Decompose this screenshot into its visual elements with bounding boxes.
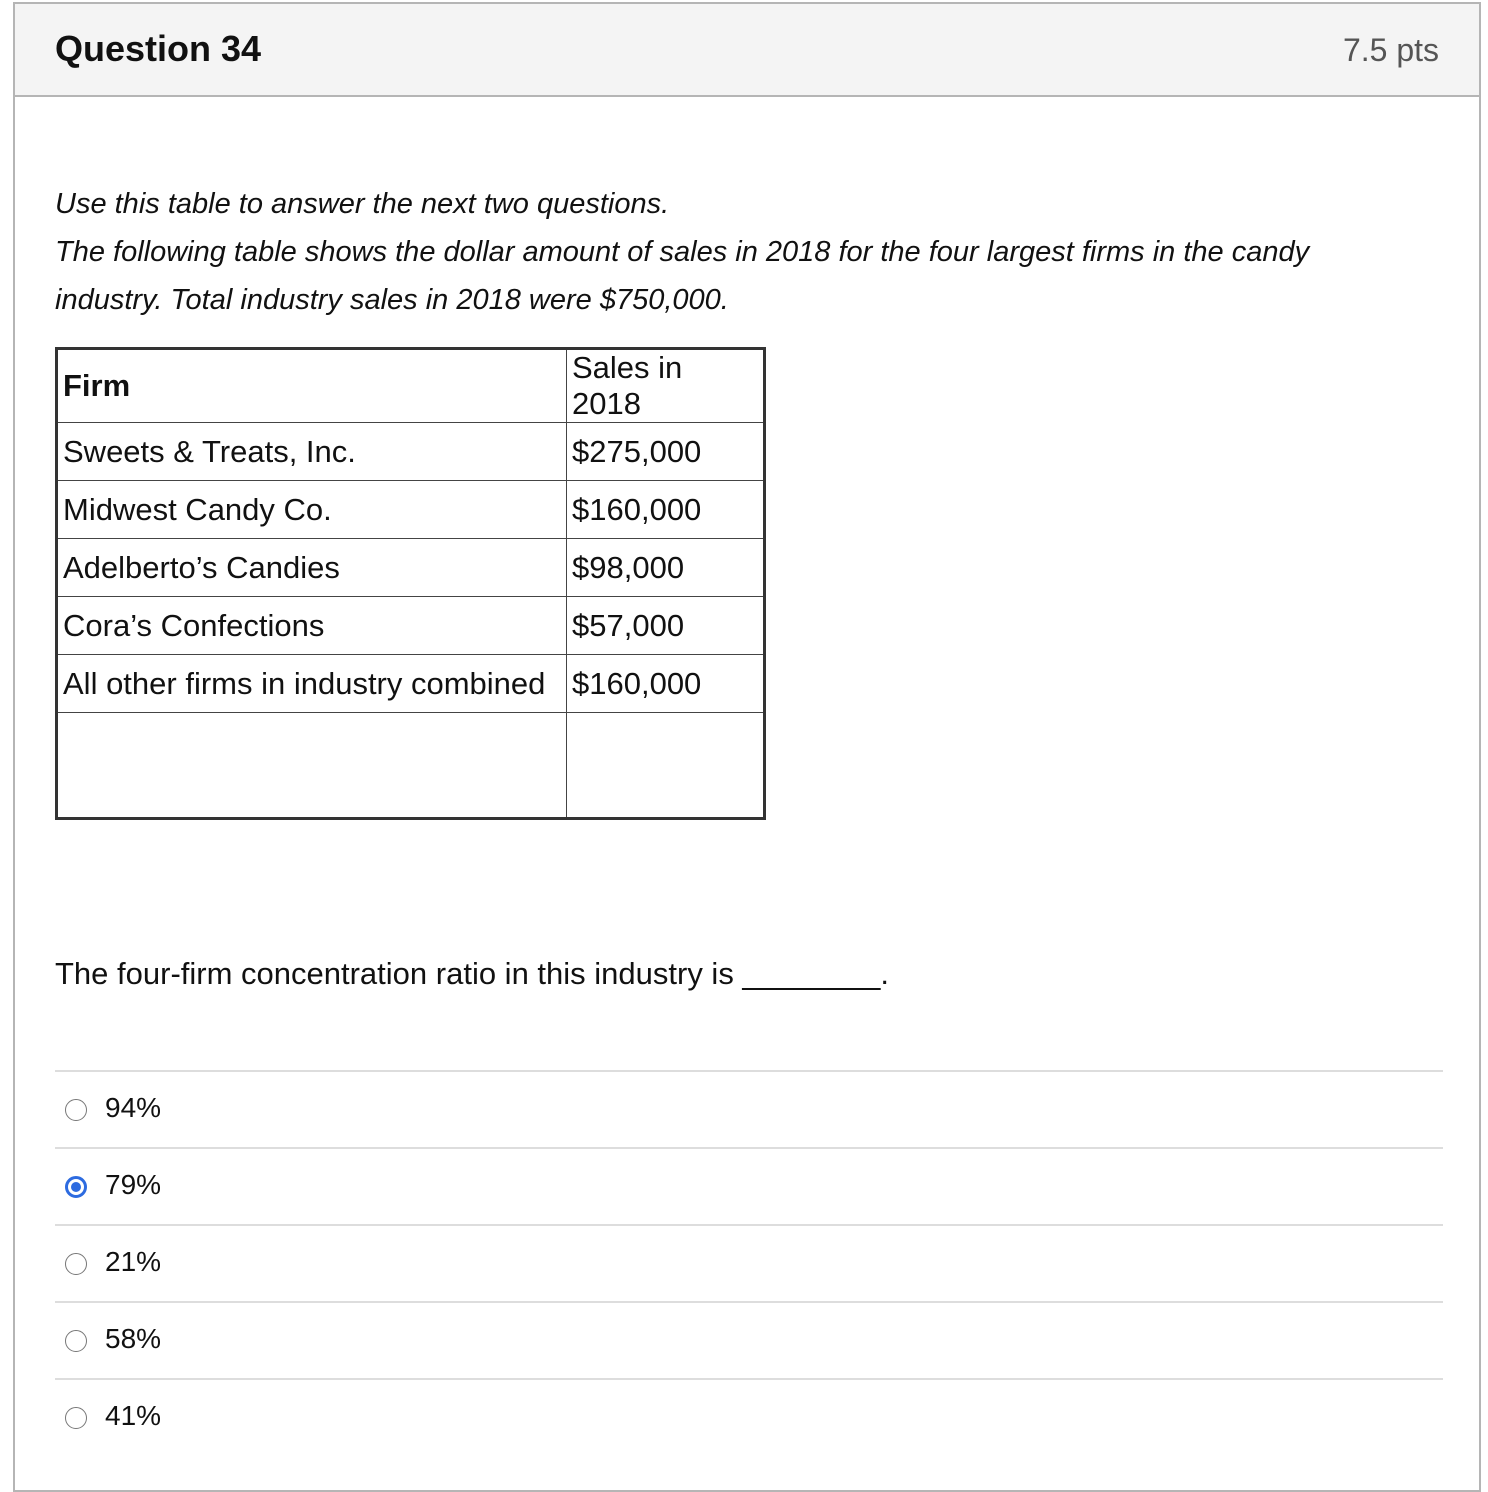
table-cell: Cora’s Confections: [57, 597, 567, 655]
table-cell: Adelberto’s Candies: [57, 539, 567, 597]
table-cell: $275,000: [567, 423, 765, 481]
answer-label[interactable]: 58%: [105, 1323, 162, 1354]
answer-label[interactable]: 21%: [105, 1246, 162, 1277]
table-cell: $98,000: [567, 539, 765, 597]
answer-option[interactable]: [55, 1224, 1443, 1301]
table-cell: Sweets & Treats, Inc.: [57, 423, 567, 481]
table-cell: $160,000: [567, 481, 765, 539]
table-header-cell: Sales in 2018: [567, 349, 765, 423]
question-points: 7.5 pts: [1342, 32, 1439, 68]
answer-label[interactable]: 41%: [105, 1400, 162, 1431]
radio-button[interactable]: [65, 1407, 87, 1429]
answer-label[interactable]: 94%: [105, 1092, 162, 1123]
table-row-empty: [57, 713, 765, 819]
table-row: [57, 481, 765, 539]
question-prompt: The four-firm concentration ratio in this industry is ________.: [55, 956, 889, 991]
intro-line: The following table shows the dollar amount of sales in 2018 for the four largest firms in the candy industry. Total industry sales in 2018 were $750,000.: [55, 236, 1310, 316]
table-row: [57, 539, 765, 597]
radio-button-selected[interactable]: [65, 1176, 87, 1198]
answer-label[interactable]: 79%: [105, 1169, 162, 1200]
table-cell: $57,000: [567, 597, 765, 655]
question-intro: [55, 180, 1395, 324]
table-cell: All other firms in industry combined: [57, 655, 567, 713]
question-title: Question 34: [55, 28, 262, 69]
answer-option[interactable]: [55, 1070, 1443, 1147]
radio-button[interactable]: [65, 1253, 87, 1275]
table-row: [57, 655, 765, 713]
table-cell: $160,000: [567, 655, 765, 713]
answer-list: [55, 1070, 1443, 1455]
table-cell: [567, 713, 765, 819]
table-header-row: [57, 349, 765, 423]
table-header-cell: Firm: [57, 349, 567, 423]
radio-button[interactable]: [65, 1330, 87, 1352]
answer-option[interactable]: [55, 1378, 1443, 1455]
answer-option[interactable]: [55, 1301, 1443, 1378]
sales-table: [55, 347, 766, 820]
table-cell: Midwest Candy Co.: [57, 481, 567, 539]
table-row: [57, 597, 765, 655]
table-row: [57, 423, 765, 481]
table-cell: [57, 713, 567, 819]
question-header: [15, 4, 1479, 97]
intro-line: Use this table to answer the next two questions.: [55, 188, 670, 220]
radio-button[interactable]: [65, 1099, 87, 1121]
question-panel: [13, 2, 1481, 1492]
answer-option[interactable]: [55, 1147, 1443, 1224]
